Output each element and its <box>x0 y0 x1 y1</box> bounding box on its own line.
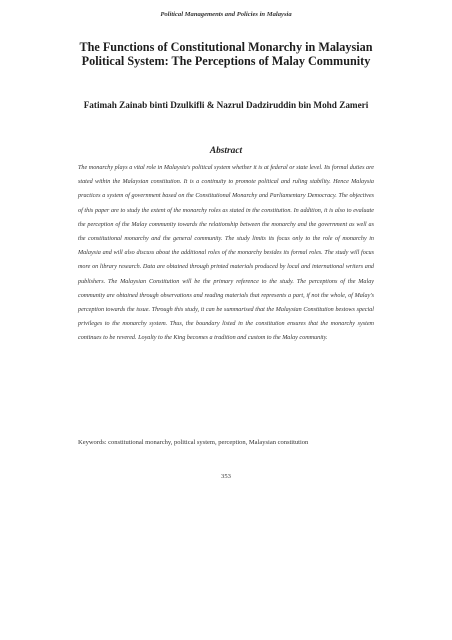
keywords: Keywords: constitutional monarchy, political system, perception, Malaysian constitution <box>78 439 309 446</box>
abstract-body: The monarchy plays a vital role in Malaysia's political system whether it is at federal or state level. Its formal duties are stated within the Malaysian constitution. It is a continuity to promote political and ruling stability. Hence Malaysia practices a system of government based on the Constitutional Monarchy and Parliamentary Democracy. The objectives of this paper are to study the extent of the monarchy roles as stated in the constitution. In addition, it is also to evaluate the perception of the Malay community towards the relationship between the monarchy and the government as well as the constitutional monarchy and the general community. The study limits its focus only to the role of monarchy in Malaysia and will also discuss about the additional roles of the monarchy besides its formal roles. The study will focus more on library research. Data are obtained through printed materials produced by local and international writers and publishers. The Malaysian Constitution will be the primary reference to the study. The perceptions of the Malay community are obtained through observations and reading materials that represents a part, if not the whole, of Malay's perception towards the issue. Through this study, it can be summarised that the Malaysian Constitution bestows special privileges to the monarchy system. Thus, the boundary listed in the constitution ensures that the monarchy system continues to be revered. Loyalty to the King becomes a tradition and custom to the Malay community. <box>78 165 374 342</box>
author-list: Fatimah Zainab binti Dzulkifli & Nazrul Dadziruddin bin Mohd Zameri <box>83 100 369 110</box>
page-number: 353 <box>221 473 231 480</box>
paper-title: The Functions of Constitutional Monarchy in Malaysian Political System: The Perceptions of Malay Community <box>79 40 373 68</box>
running-header: Political Managements and Policies in Malaysia <box>160 11 292 18</box>
abstract-heading: Abstract <box>209 146 243 156</box>
